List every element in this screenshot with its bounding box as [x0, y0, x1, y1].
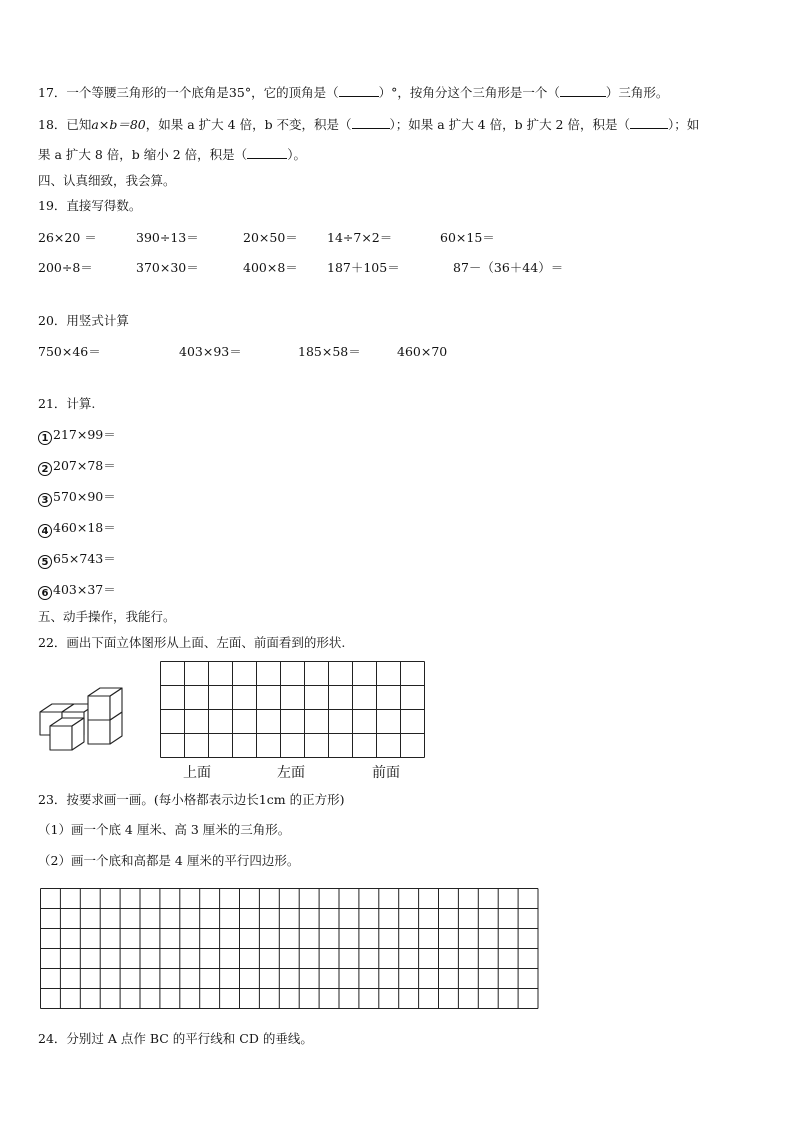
q21-item: [38, 551, 116, 569]
question-18-line-2: [38, 146, 306, 163]
q21-item: [38, 458, 116, 476]
q19-item: 20×50＝: [243, 230, 298, 245]
question-17: [38, 84, 668, 101]
q21-expression: 207×78＝: [53, 458, 116, 473]
question-17-number: 17．: [38, 85, 67, 100]
question-22-title: 22．画出下面立体图形从上面、左面、前面看到的形状.: [38, 635, 346, 650]
q21-item: [38, 520, 116, 538]
question-18-text-4: ）；如: [667, 117, 700, 132]
question-19-title: 19．直接写得数。: [38, 198, 142, 213]
view-label-top: 上面: [183, 765, 211, 781]
q21-item: [38, 427, 116, 445]
q19-item: 200÷8＝: [38, 260, 93, 275]
q21-expression: 217×99＝: [53, 427, 116, 442]
question-18-line-1: [38, 116, 699, 133]
section-4-heading: 四、认真细致，我会算。: [38, 173, 176, 188]
q21-expression: 403×37＝: [53, 582, 116, 597]
q20-item: 403×93＝: [179, 344, 242, 359]
circled-number: 2: [38, 462, 52, 476]
question-24-title: 24．分别过 A 点作 BC 的平行线和 CD 的垂线。: [38, 1031, 313, 1046]
circled-number: 1: [38, 431, 52, 445]
question-18-equation: a×b＝80: [91, 117, 146, 132]
q20-item: 185×58＝: [298, 344, 361, 359]
cube-solid-figure: [36, 680, 132, 752]
q20-item: 750×46＝: [38, 344, 101, 359]
section-5-heading: 五、动手操作，我能行。: [38, 609, 176, 624]
q19-item: 87－（36＋44）＝: [453, 260, 564, 275]
answer-blank[interactable]: [352, 116, 390, 129]
question-23-title: 23．按要求画一画。(每小格都表示边长1cm 的正方形): [38, 792, 345, 807]
drawing-grid[interactable]: [40, 888, 540, 1010]
question-17-text-1: 一个等腰三角形的一个底角是35°，它的顶角是（: [66, 85, 339, 100]
circled-number: 5: [38, 555, 52, 569]
answer-blank[interactable]: [560, 84, 606, 97]
view-drawing-grid[interactable]: [160, 661, 426, 758]
answer-blank[interactable]: [630, 116, 668, 129]
question-18-number: 18．: [38, 117, 67, 132]
question-17-text-3: ）三角形。: [605, 85, 669, 100]
question-23-part-2: （2）画一个底和高都是 4 厘米的平行四边形。: [38, 853, 300, 868]
q19-item: 60×15＝: [440, 230, 495, 245]
circled-number: 4: [38, 524, 52, 538]
q19-item: 400×8＝: [243, 260, 298, 275]
q19-item: 390÷13＝: [136, 230, 199, 245]
q20-item: 460×70: [397, 344, 448, 359]
circled-number: 6: [38, 586, 52, 600]
question-17-text-2: ）°，按角分这个三角形是一个（: [378, 85, 560, 100]
circled-number: 3: [38, 493, 52, 507]
q21-expression: 460×18＝: [53, 520, 116, 535]
question-23-part-1: （1）画一个底 4 厘米、高 3 厘米的三角形。: [38, 822, 291, 837]
answer-blank[interactable]: [247, 146, 287, 159]
q21-item: [38, 582, 116, 600]
question-18-text-2: ，如果 a 扩大 4 倍，b 不变，积是（: [145, 117, 352, 132]
question-20-title: 20．用竖式计算: [38, 313, 129, 328]
question-18-text-1: 已知: [66, 117, 92, 132]
q21-expression: 65×743＝: [53, 551, 116, 566]
q19-item: 187＋105＝: [327, 260, 400, 275]
q19-item: 370×30＝: [136, 260, 199, 275]
question-18-text-3: ）；如果 a 扩大 4 倍，b 扩大 2 倍，积是（: [389, 117, 630, 132]
q21-item: [38, 489, 116, 507]
question-18-text-6: ）。: [287, 147, 306, 162]
q19-item: 14÷7×2＝: [327, 230, 393, 245]
answer-blank[interactable]: [339, 84, 379, 97]
question-21-title: 21．计算.: [38, 396, 96, 411]
view-label-left: 左面: [277, 765, 305, 781]
q19-item: 26×20 ＝: [38, 230, 97, 245]
q21-expression: 570×90＝: [53, 489, 116, 504]
view-label-front: 前面: [372, 765, 400, 781]
question-18-text-5: 果 a 扩大 8 倍，b 缩小 2 倍，积是（: [38, 147, 248, 162]
